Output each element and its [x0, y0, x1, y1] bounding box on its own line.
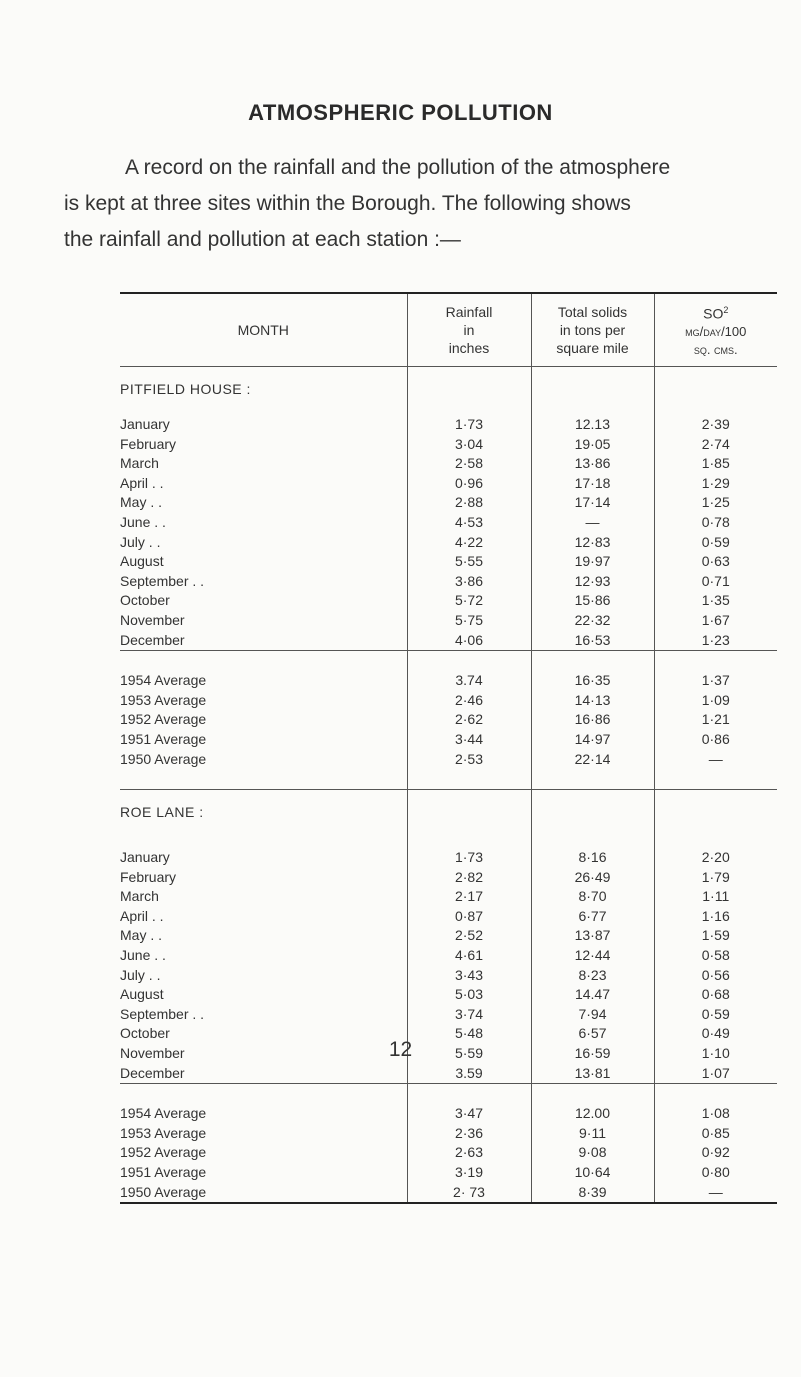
solids-header-line: Total solids [557, 304, 628, 320]
row-label-text: November [120, 1045, 185, 1062]
row-label-text: August [120, 553, 164, 570]
row-label-text: 1950 Average [120, 1183, 207, 1200]
row-label-text: May . . [120, 927, 163, 944]
spacer-cell [407, 405, 531, 415]
rainfall-column-header [407, 293, 531, 367]
so2-cell: 1·37 [654, 671, 777, 691]
so2-cell: 1·35 [654, 591, 777, 611]
so2-cell: 1·25 [654, 493, 777, 513]
rainfall-cell: 4·22 [407, 533, 531, 553]
so2-cell: 2·74 [654, 435, 777, 455]
row-label-text: January [120, 416, 170, 432]
solids-cell: 9·11 [531, 1124, 654, 1144]
solids-cell: 16·86 [531, 710, 654, 730]
row-label-text: 1954 Average [120, 1105, 207, 1122]
solids-cell: 22·32 [531, 611, 654, 631]
spacer-cell [407, 769, 531, 790]
spacer-cell [407, 838, 531, 848]
spacer-cell [407, 1084, 531, 1105]
rainfall-cell: 3·04 [407, 435, 531, 455]
rainfall-cell: 4·53 [407, 513, 531, 533]
row-label [120, 730, 407, 750]
solids-cell: 19·05 [531, 435, 654, 455]
rainfall-cell: 5·72 [407, 591, 531, 611]
row-label [120, 631, 407, 651]
rainfall-cell: 3.59 [407, 1064, 531, 1084]
solids-cell: 6·77 [531, 907, 654, 927]
row-label-text: 1952 Average [120, 1144, 207, 1161]
row-label [120, 435, 407, 455]
intro-paragraph [64, 150, 784, 258]
row-label [120, 750, 407, 770]
solids-cell: 6·57 [531, 1024, 654, 1044]
spacer-row [120, 838, 777, 848]
solids-cell: 8·70 [531, 887, 654, 907]
solids-cell: 12.13 [531, 415, 654, 435]
intro-line-3: the rainfall and pollution at each station :— [64, 228, 461, 251]
solids-cell: 12·83 [531, 533, 654, 553]
pollution-table [120, 292, 777, 1204]
solids-cell: 13·81 [531, 1064, 654, 1084]
solids-cell: 16·53 [531, 631, 654, 651]
solids-cell: 12.00 [531, 1104, 654, 1124]
average-row [120, 1104, 777, 1124]
row-label-text: November [120, 611, 185, 628]
so2-cell: 0·71 [654, 572, 777, 592]
spacer-cell [531, 367, 654, 406]
spacer-cell [654, 769, 777, 790]
table-row [120, 591, 777, 611]
table-row [120, 907, 777, 927]
so2-cell: 0·56 [654, 966, 777, 986]
row-label [120, 493, 407, 513]
so2-cell: 1·16 [654, 907, 777, 927]
so2-cell: 1·29 [654, 474, 777, 494]
row-label-text: May . . [120, 494, 163, 511]
solids-cell: 7·94 [531, 1005, 654, 1025]
average-row [120, 750, 777, 770]
row-label [120, 474, 407, 494]
rainfall-cell: 5·48 [407, 1024, 531, 1044]
intro-line-2: is kept at three sites within the Borough. The following shows [64, 192, 631, 215]
so2-cell: — [654, 1183, 777, 1204]
solids-cell: 8·39 [531, 1183, 654, 1204]
so2-cell: 1·23 [654, 631, 777, 651]
rainfall-cell: 5·59 [407, 1044, 531, 1064]
spacer-row [120, 828, 777, 838]
row-label [120, 1163, 407, 1183]
solids-column-header [531, 293, 654, 367]
rainfall-cell: 2·88 [407, 493, 531, 513]
table-row [120, 611, 777, 631]
solids-cell: 17·18 [531, 474, 654, 494]
solids-cell: 19·97 [531, 552, 654, 572]
table-row [120, 415, 777, 435]
row-label-text: January [120, 849, 170, 866]
spacer-row [120, 651, 777, 672]
so2-cell: 1·08 [654, 1104, 777, 1124]
rainfall-cell: 3·44 [407, 730, 531, 750]
row-label [120, 691, 407, 711]
rainfall-cell: 2·53 [407, 750, 531, 770]
rainfall-cell: 4·06 [407, 631, 531, 651]
solids-cell: 10·64 [531, 1163, 654, 1183]
so2-cell: 1·85 [654, 454, 777, 474]
spacer-cell [531, 838, 654, 848]
spacer-row [120, 1084, 777, 1105]
so2-cell: 0·86 [654, 730, 777, 750]
row-label [120, 1005, 407, 1025]
row-label-text: March [120, 888, 159, 905]
solids-cell: 22·14 [531, 750, 654, 770]
rainfall-cell: 2·36 [407, 1124, 531, 1144]
so2-cell: 1·11 [654, 887, 777, 907]
rainfall-cell: 3·74 [407, 1005, 531, 1025]
row-label [120, 848, 407, 868]
rainfall-cell: 2· 73 [407, 1183, 531, 1204]
table-header-row [120, 293, 777, 367]
table-row [120, 572, 777, 592]
so2-cell: 0·80 [654, 1163, 777, 1183]
row-label [120, 513, 407, 533]
rainfall-cell: 2·63 [407, 1143, 531, 1163]
table-row [120, 1064, 777, 1084]
row-label-text: February [120, 435, 177, 452]
row-label [120, 1124, 407, 1144]
spacer-cell [654, 1084, 777, 1105]
row-label-text: September . . [120, 572, 205, 589]
so2-symbol: SO [703, 305, 724, 322]
so2-cell: 0·85 [654, 1124, 777, 1144]
row-label [120, 868, 407, 888]
table-row [120, 966, 777, 986]
spacer-cell [531, 651, 654, 672]
so2-cell: 0·78 [654, 513, 777, 533]
row-label [120, 671, 407, 691]
spacer-cell [120, 838, 407, 848]
so2-cell: 0·68 [654, 985, 777, 1005]
row-label [120, 710, 407, 730]
month-column-header: MONTH [120, 293, 407, 367]
average-row [120, 1124, 777, 1144]
table-row [120, 533, 777, 553]
intro-line-1: A record on the rainfall and the pollution of the atmosphere [125, 156, 671, 179]
row-label-text: 1951 Average [120, 1164, 207, 1180]
row-label [120, 454, 407, 474]
average-row [120, 691, 777, 711]
table-row [120, 985, 777, 1005]
solids-cell: 9·08 [531, 1143, 654, 1163]
row-label-text: December [120, 631, 185, 648]
spacer-cell [407, 651, 531, 672]
rainfall-cell: 2·17 [407, 887, 531, 907]
rainfall-cell: 4·61 [407, 946, 531, 966]
row-label-text: June . . [120, 947, 166, 964]
rainfall-cell: 5·55 [407, 552, 531, 572]
spacer-cell [120, 828, 407, 838]
spacer-cell [654, 838, 777, 848]
row-label [120, 533, 407, 553]
spacer-cell [407, 828, 531, 838]
solids-header-line: in tons per [559, 322, 626, 338]
row-label [120, 985, 407, 1005]
solids-header-line: square mile [556, 340, 629, 356]
row-label-text: September . . [120, 1005, 205, 1022]
table-row [120, 493, 777, 513]
row-label-text: June . . [120, 513, 166, 530]
so2-cell: 0·59 [654, 533, 777, 553]
spacer-cell [120, 1084, 407, 1105]
solids-cell: 13·86 [531, 454, 654, 474]
row-label-text: April . . [120, 474, 164, 491]
rainfall-cell: 0·96 [407, 474, 531, 494]
average-row [120, 710, 777, 730]
station-heading-row [120, 790, 777, 829]
row-label-text: 1952 Average [120, 711, 207, 728]
rainfall-cell: 3.74 [407, 671, 531, 691]
row-label [120, 926, 407, 946]
page-number: 12 [388, 1038, 413, 1061]
spacer-cell [654, 367, 777, 406]
row-label-text: 1951 Average [120, 730, 207, 747]
rainfall-cell: 2·82 [407, 868, 531, 888]
so2-cell: 1·07 [654, 1064, 777, 1084]
rainfall-header-line: in [463, 322, 475, 338]
table-row [120, 474, 777, 494]
spacer-cell [654, 405, 777, 415]
table-row [120, 435, 777, 455]
rainfall-cell: 2·62 [407, 710, 531, 730]
table-row [120, 926, 777, 946]
spacer-cell [120, 651, 407, 672]
row-label-text: December [120, 1064, 185, 1081]
row-label [120, 591, 407, 611]
table-row [120, 1005, 777, 1025]
so2-column-header [654, 293, 777, 367]
spacer-cell [654, 790, 777, 829]
so2-cell: 0·63 [654, 552, 777, 572]
row-label-text: March [120, 455, 159, 472]
solids-cell: 17·14 [531, 493, 654, 513]
so2-cell: — [654, 750, 777, 770]
so2-cell: 1·79 [654, 868, 777, 888]
spacer-cell [407, 367, 531, 406]
rainfall-cell: 2·46 [407, 691, 531, 711]
rainfall-cell: 3·43 [407, 966, 531, 986]
rainfall-header-line: inches [448, 340, 490, 356]
table-row [120, 454, 777, 474]
spacer-cell [407, 790, 531, 829]
so2-header-line: sq. cms. [693, 341, 738, 357]
spacer-cell [120, 769, 407, 790]
spacer-cell [531, 828, 654, 838]
so2-header-line: mg/day/100 [685, 323, 747, 339]
row-label [120, 1183, 407, 1204]
row-label [120, 1143, 407, 1163]
row-label-text: February [120, 868, 177, 885]
rainfall-cell: 3·47 [407, 1104, 531, 1124]
row-label-text: 1953 Average [120, 1124, 207, 1141]
table-row [120, 513, 777, 533]
rainfall-header-line: Rainfall [445, 304, 493, 320]
so2-cell: 1·09 [654, 691, 777, 711]
page-title: ATMOSPHERIC POLLUTION [248, 100, 553, 125]
table-row [120, 552, 777, 572]
average-row [120, 1183, 777, 1204]
table-row [120, 631, 777, 651]
row-label [120, 966, 407, 986]
spacer-cell [120, 405, 407, 415]
so2-cell: 0·92 [654, 1143, 777, 1163]
rainfall-cell: 2·52 [407, 926, 531, 946]
average-row [120, 730, 777, 750]
solids-cell: 12·44 [531, 946, 654, 966]
spacer-cell [531, 790, 654, 829]
so2-cell: 0·59 [654, 1005, 777, 1025]
spacer-row [120, 769, 777, 790]
row-label [120, 572, 407, 592]
spacer-row [120, 405, 777, 415]
rainfall-cell: 2·58 [407, 454, 531, 474]
solids-cell: 13·87 [531, 926, 654, 946]
row-label-text: 1954 Average [120, 672, 207, 689]
rainfall-cell: 3·19 [407, 1163, 531, 1183]
solids-cell: 26·49 [531, 868, 654, 888]
rainfall-cell: 5·03 [407, 985, 531, 1005]
so2-subscript: 2 [723, 305, 729, 316]
table-row [120, 848, 777, 868]
so2-header-formula [655, 301, 778, 323]
row-label-text: August [120, 986, 164, 1003]
rainfall-cell: 0·87 [407, 907, 531, 927]
so2-cell: 0·58 [654, 946, 777, 966]
station-heading-row [120, 367, 777, 406]
spacer-cell [654, 828, 777, 838]
row-label-text: April . . [120, 907, 164, 924]
station-name: PITFIELD HOUSE : [120, 381, 251, 397]
solids-cell: 8·23 [531, 966, 654, 986]
table-row [120, 946, 777, 966]
row-label [120, 946, 407, 966]
rainfall-cell: 3·86 [407, 572, 531, 592]
solids-cell: 16·35 [531, 671, 654, 691]
solids-cell: 14·97 [531, 730, 654, 750]
row-label-text: October [120, 592, 170, 609]
rainfall-cell: 1·73 [407, 415, 531, 435]
solids-cell: — [531, 513, 654, 533]
so2-cell: 2·39 [654, 415, 777, 435]
row-label [120, 907, 407, 927]
solids-cell: 14.47 [531, 985, 654, 1005]
so2-cell: 1·10 [654, 1044, 777, 1064]
row-label [120, 415, 407, 435]
table-row [120, 868, 777, 888]
spacer-cell [531, 405, 654, 415]
rainfall-cell: 5·75 [407, 611, 531, 631]
so2-cell: 0·49 [654, 1024, 777, 1044]
average-row [120, 1163, 777, 1183]
solids-cell: 12·93 [531, 572, 654, 592]
row-label-text: October [120, 1025, 170, 1042]
solids-cell: 16·59 [531, 1044, 654, 1064]
row-label-text: July . . [120, 966, 161, 983]
solids-cell: 15·86 [531, 591, 654, 611]
solids-cell: 14·13 [531, 691, 654, 711]
spacer-cell [654, 651, 777, 672]
table-row [120, 887, 777, 907]
so2-cell: 1·21 [654, 710, 777, 730]
row-label [120, 1104, 407, 1124]
average-row [120, 1143, 777, 1163]
rainfall-cell: 1·73 [407, 848, 531, 868]
station-name: ROE LANE : [120, 790, 407, 829]
so2-cell: 1·67 [654, 611, 777, 631]
row-label-text: 1950 Average [120, 750, 207, 767]
row-label [120, 887, 407, 907]
solids-cell: 8·16 [531, 848, 654, 868]
row-label [120, 1064, 407, 1084]
spacer-cell [531, 1084, 654, 1105]
average-row [120, 671, 777, 691]
so2-cell: 2·20 [654, 848, 777, 868]
row-label [120, 552, 407, 572]
spacer-cell [531, 769, 654, 790]
so2-cell: 1·59 [654, 926, 777, 946]
row-label-text: July . . [120, 533, 161, 550]
row-label [120, 611, 407, 631]
row-label-text: 1953 Average [120, 691, 207, 708]
